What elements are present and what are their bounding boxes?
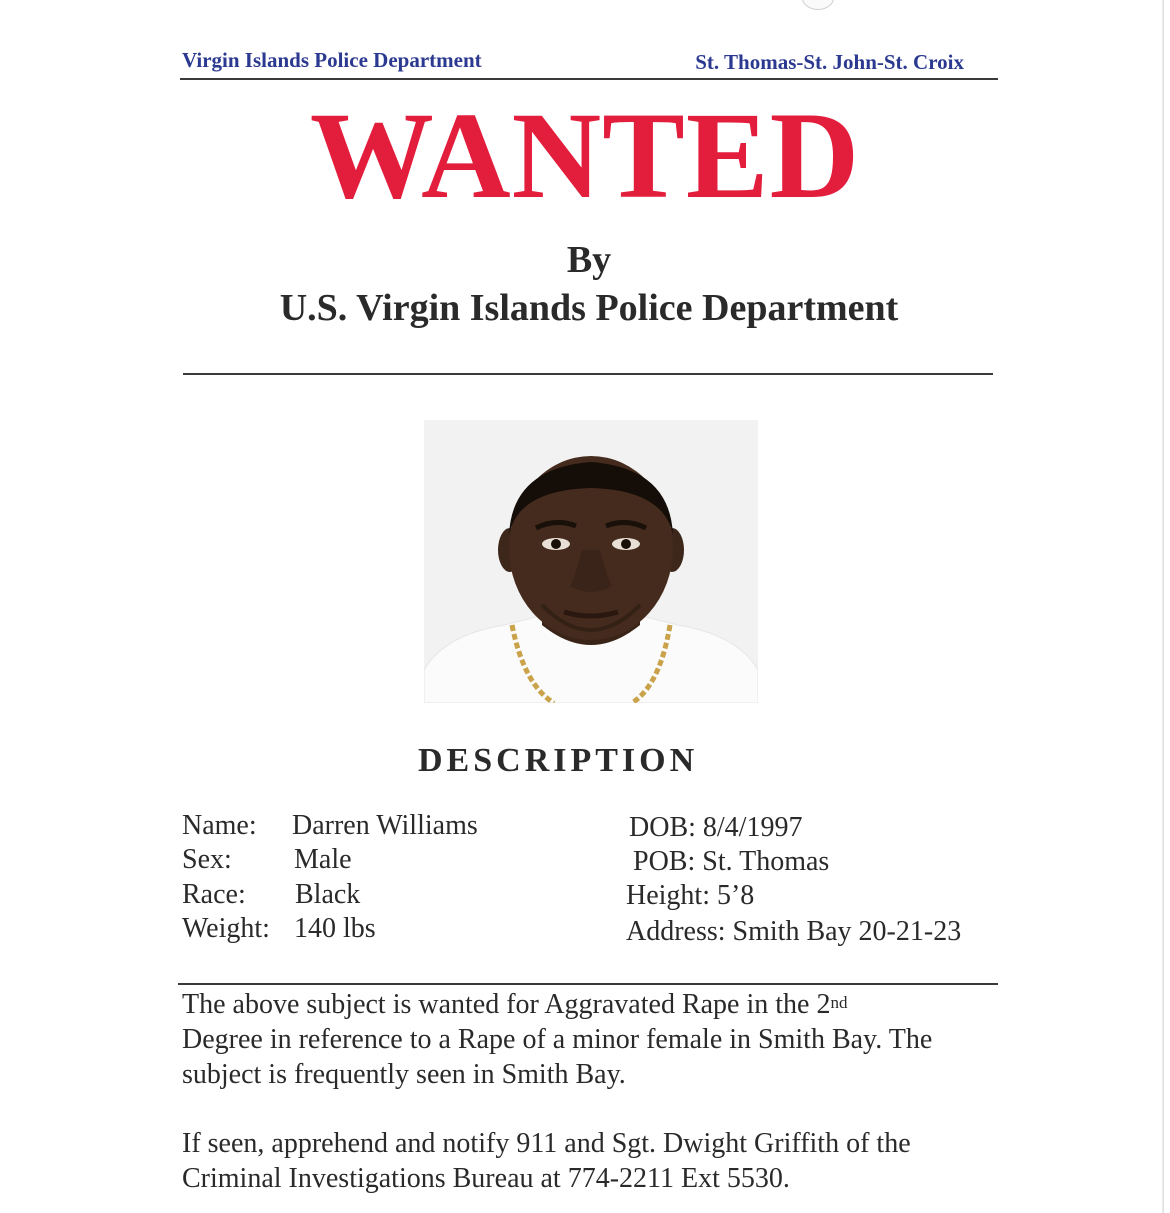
instructions-paragraph [182, 1126, 911, 1196]
instructions-line-1: If seen, apprehend and notify 911 and Sgt. Dwight Griffith of the [182, 1128, 911, 1159]
ordinal-suffix: nd [830, 993, 848, 1012]
weight-value: 140 lbs [294, 913, 376, 944]
charge-line-1 [182, 987, 932, 1022]
address-field: Address: Smith Bay 20-21-23 [626, 916, 962, 947]
letterhead [180, 48, 998, 80]
dob-field: DOB: 8/4/1997 [629, 812, 803, 843]
race-label: Race: [182, 879, 246, 910]
suspect-portrait-illustration [424, 420, 758, 703]
height-field: Height: 5’8 [626, 880, 755, 911]
charge-line-1-text: The above subject is wanted for Aggravated Rape in the 2 [182, 989, 831, 1020]
charge-line-2: Degree in reference to a Rape of a minor female in Smith Bay. The [182, 1024, 933, 1055]
weight-label: Weight: [182, 913, 270, 944]
suspect-photo [424, 420, 758, 703]
instructions-line-2: Criminal Investigations Bureau at 774-2211 Ext 5530. [182, 1163, 790, 1194]
name-label: Name: [182, 810, 257, 841]
pob-field: POB: St. Thomas [633, 846, 830, 877]
race-value: Black [295, 879, 361, 910]
paper-punch-hole [802, 0, 834, 10]
divider-top [183, 373, 993, 375]
charge-line-3: subject is frequently seen in Smith Bay. [182, 1059, 626, 1090]
sex-value: Male [294, 844, 352, 875]
name-value: Darren Williams [292, 810, 478, 841]
charge-paragraph [182, 987, 932, 1092]
agency-name: U.S. Virgin Islands Police Department [279, 287, 899, 329]
divider-bottom [178, 983, 998, 985]
description-heading: DESCRIPTION [418, 742, 699, 779]
by-line: By [566, 239, 612, 281]
header-islands: St. Thomas-St. John-St. Croix [695, 50, 964, 74]
sex-label: Sex: [182, 844, 232, 875]
wanted-title: WANTED [309, 87, 861, 224]
header-department: Virgin Islands Police Department [182, 48, 482, 72]
